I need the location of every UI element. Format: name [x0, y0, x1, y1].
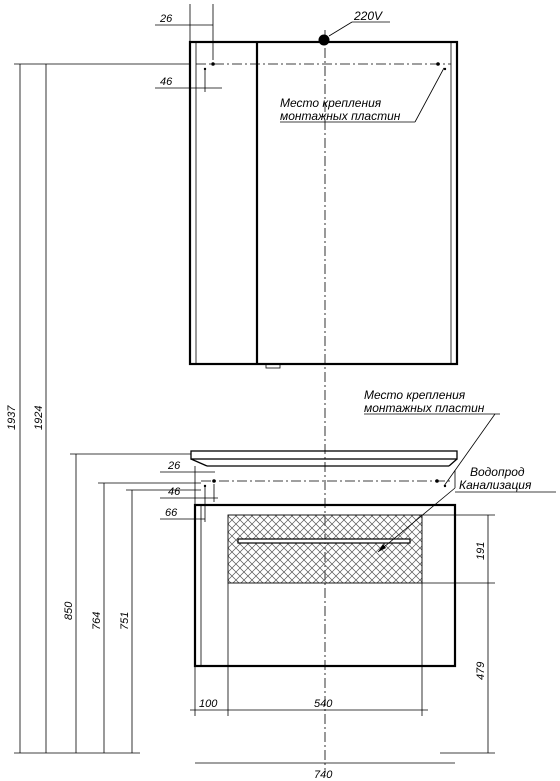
dim-width-740: 740 — [314, 769, 333, 781]
vanity-unit — [191, 388, 556, 666]
power-leader-line — [329, 22, 352, 36]
sewer-label: Канализация — [459, 478, 532, 492]
dim-cabinet-26: 26 — [160, 13, 173, 25]
drawer-handle — [238, 539, 410, 543]
mount-top-leader — [415, 68, 444, 122]
right-vertical-dimensions — [422, 515, 495, 753]
dim-cabinet-46: 46 — [160, 76, 173, 88]
bottom-horizontal-dimensions — [190, 583, 455, 781]
vanity-mount-point-left — [212, 479, 216, 483]
vanity-offset-dimensions — [160, 460, 218, 522]
dim-width-540: 540 — [314, 698, 333, 710]
dim-vanity-26: 26 — [168, 460, 181, 472]
cabinet-mount-point-left — [211, 62, 215, 66]
power-socket-icon — [319, 35, 330, 46]
dim-height-751: 751 — [119, 611, 131, 630]
dim-height-1924: 1924 — [33, 405, 45, 430]
mount-bottom-label-line1: Место крепления — [364, 388, 466, 402]
cabinet-mount-point-right — [436, 62, 440, 66]
mirror-cabinet — [190, 9, 457, 368]
dim-height-191: 191 — [475, 541, 487, 560]
countertop-shadow-right — [449, 459, 457, 466]
dim-height-850: 850 — [63, 601, 75, 620]
mirror-cabinet-body — [190, 42, 457, 364]
mount-top-label-line1: Место крепления — [280, 96, 382, 110]
dim-height-1937: 1937 — [6, 405, 18, 430]
dim-height-764: 764 — [91, 611, 103, 630]
mount-top-label-line2: монтажных пластин — [280, 109, 401, 123]
left-vertical-dimensions — [6, 64, 201, 753]
dim-vanity-46: 46 — [168, 486, 181, 498]
cabinet-offset-dimensions — [155, 4, 222, 92]
water-supply-label: Водопрод — [470, 465, 525, 479]
mount-bottom-label-line2: монтажных пластин — [364, 401, 485, 415]
dim-vanity-66: 66 — [165, 507, 178, 519]
dim-width-100: 100 — [199, 698, 218, 710]
power-label: 220V — [354, 9, 383, 23]
dim-height-479: 479 — [475, 661, 487, 680]
plumbing-niche-hatched — [228, 515, 422, 583]
vanity-mount-point-right — [435, 479, 439, 483]
countertop-shadow-left — [191, 459, 207, 466]
countertop — [191, 451, 457, 459]
